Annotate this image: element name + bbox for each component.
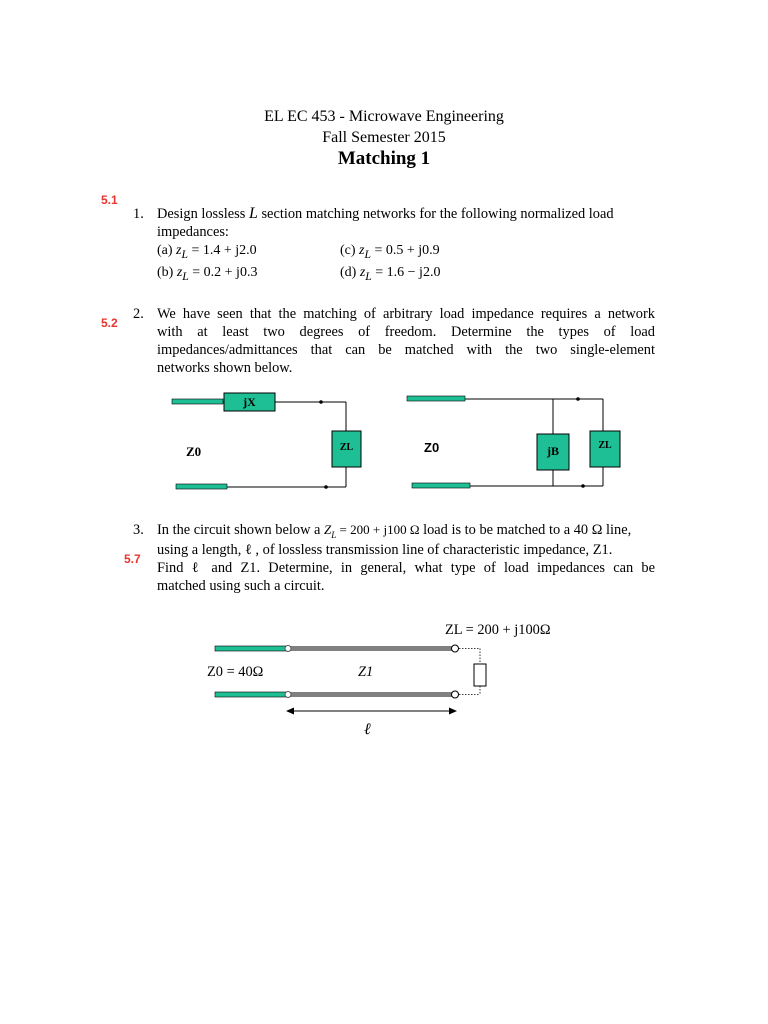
tline-z0-bottom-stub xyxy=(215,692,286,697)
left-z0-label: Z0 xyxy=(186,444,202,459)
right-z0-label: Z0 xyxy=(424,440,440,455)
problem2-line1: We have seen that the matching of arbitrary load impedance requires a network xyxy=(157,306,655,322)
tline-z0-top-stub xyxy=(215,646,286,651)
left-zl-label: ZL xyxy=(339,442,354,453)
problem2-line4: networks shown below. xyxy=(157,360,293,376)
problem3-number: 3. xyxy=(133,522,144,538)
semester: Fall Semester 2015 xyxy=(322,129,446,146)
problem1-text-line2: impedances: xyxy=(157,224,229,240)
tline-node-right-top xyxy=(452,645,459,652)
problem1-item-c: (c) $z_L = 0.5 + j0.9$ xyxy=(340,243,440,261)
ref-5-2: 5.2 xyxy=(101,316,118,330)
right-zl-label: ZL xyxy=(598,440,612,451)
tline-z1-bottom-conductor xyxy=(287,692,453,697)
jx-label: jX xyxy=(243,395,256,409)
ref-5-7: 5.7 xyxy=(124,552,141,566)
problem3-line4: matched using such a circuit. xyxy=(157,578,325,594)
tline-node-right-bottom xyxy=(452,691,459,698)
tline-load-resistor xyxy=(474,664,486,686)
problem1-item-a: (a) $z_L = 1.4 + j2.0$ xyxy=(157,243,257,261)
problem2-line3: impedances/admittances that can be matched with the two single-element xyxy=(157,342,655,358)
problem1-text: Design lossless L section matching networks for the following normalized load xyxy=(157,205,614,222)
tline-z1-top-conductor xyxy=(287,646,453,651)
jb-label: jB xyxy=(547,444,559,458)
problem1-item-d: (d) $z_L = 1.6 - j2.0$ xyxy=(340,265,441,283)
problem2-number: 2. xyxy=(133,306,144,322)
problem3-line1: In the circuit shown below a $Z_L = 200 + j100$ Ω load is to be matched to a 40 Ω line, xyxy=(157,522,632,540)
problem1-number: 1. xyxy=(133,206,144,222)
tline-z0-label: Z0 = 40Ω xyxy=(207,664,264,680)
tline-zl-label: ZL = 200 + j100Ω xyxy=(445,622,551,638)
page-title: Matching 1 xyxy=(337,148,431,169)
problem1-item-b: (b) $z_L = 0.2 + j0.3$ xyxy=(157,265,258,283)
tline-z1-label: Z1 xyxy=(358,664,374,680)
problem3-line2: using a length, ℓ , of lossless transmission line of characteristic impedance, Z1. xyxy=(157,542,613,558)
tline-length-label: ℓ xyxy=(364,721,371,738)
ref-5-1: 5.1 xyxy=(101,193,118,207)
problem2-line2: with at least two degrees of freedom. Determine the types of load xyxy=(157,324,655,340)
tline-node-left-bottom xyxy=(285,692,291,698)
tline-node-left-top xyxy=(285,646,291,652)
course-title: EL EC 453 - Microwave Engineering xyxy=(264,108,504,125)
length-arrow xyxy=(286,708,457,715)
problem3-line3: Find ℓ and Z1. Determine, in general, what type of load impedances can be xyxy=(157,560,655,576)
